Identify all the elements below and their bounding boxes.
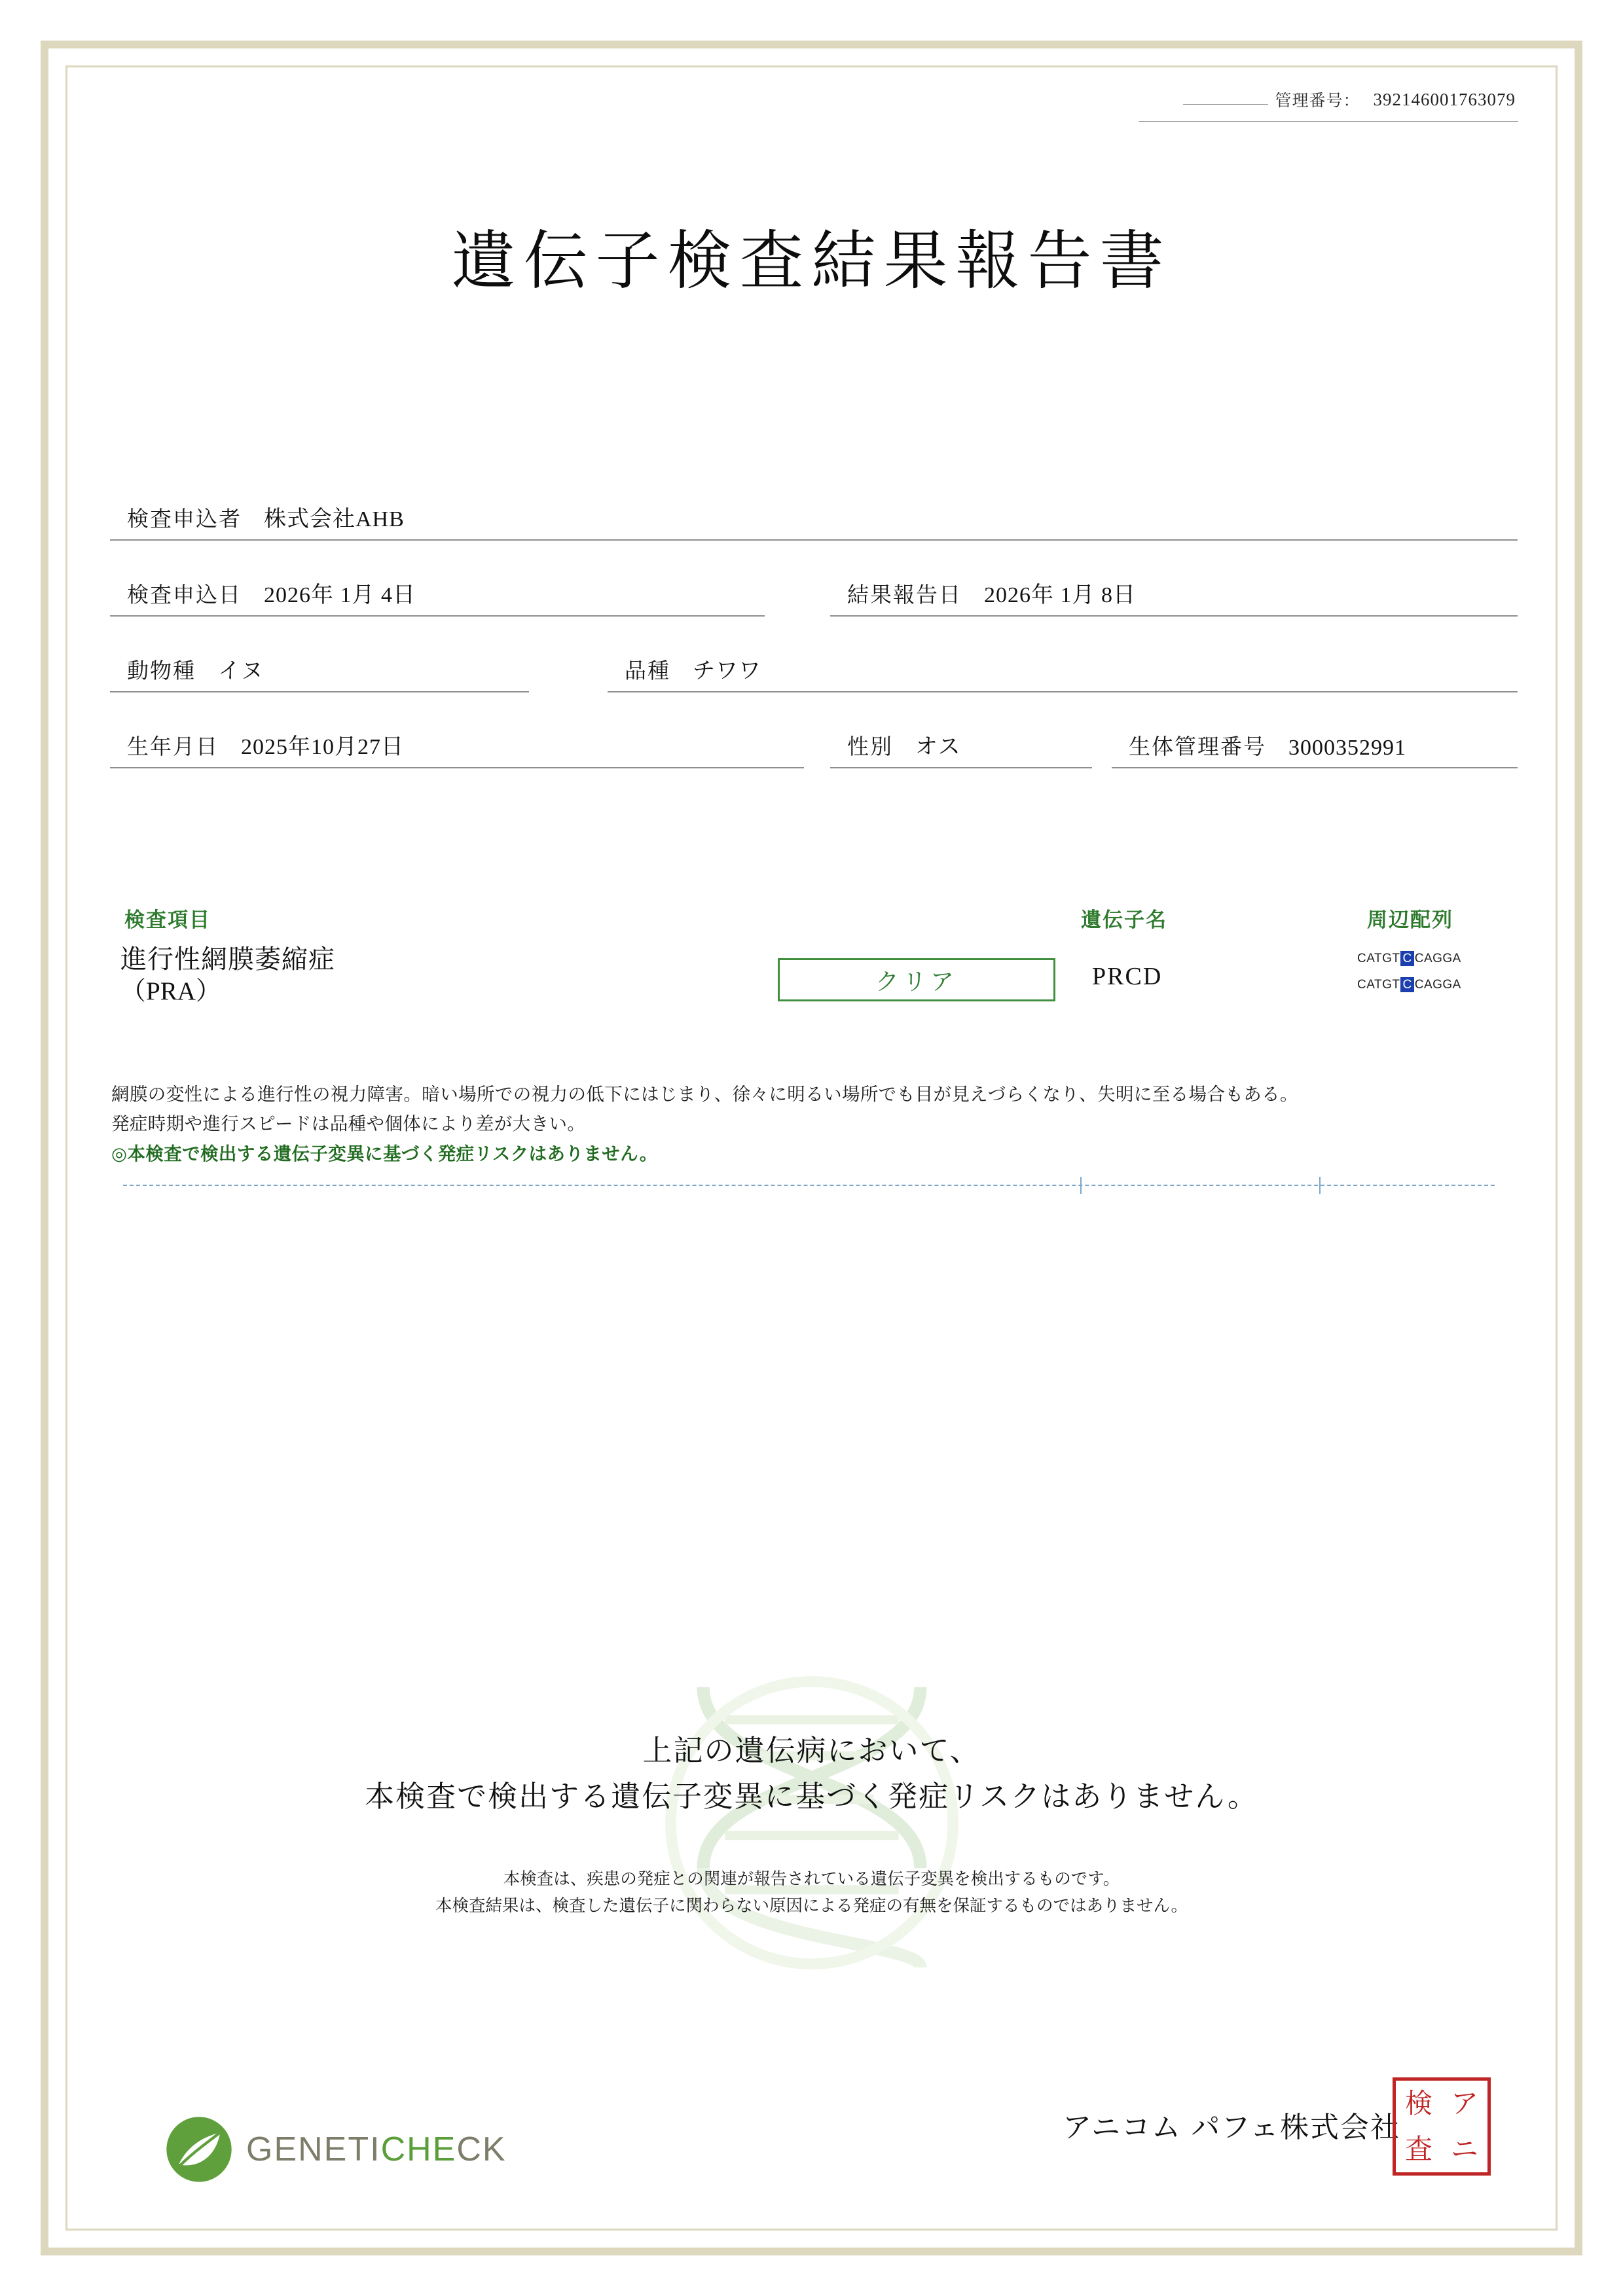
table-row: [110, 944, 1518, 1029]
disease-name-main: 進行性網膜萎縮症: [120, 944, 335, 974]
logo-text-part2: CHE: [380, 2130, 457, 2168]
animal-id-label: 生体管理番号: [1129, 736, 1266, 759]
logo-text-part1: GENETI: [246, 2130, 381, 2168]
note-line-2: 本検査結果は、検査した遺伝子に関わらない原因による発症の有無を保証するものではありません。: [435, 1896, 1188, 1916]
geneticheck-logo: [164, 2114, 507, 2185]
company-name: アニコム パフェ株式会社: [1063, 2111, 1400, 2144]
species-label: 動物種: [127, 660, 196, 683]
apply-date-value: 2026年 1月 4日: [264, 583, 416, 607]
dna-watermark: [629, 1669, 995, 1977]
document-content: [72, 72, 1551, 2224]
sex-label: 性別: [847, 736, 893, 759]
sequence-line-2-post: CAGGA: [1414, 978, 1461, 992]
risk-statement: ◎本検査で検出する遺伝子変異に基づく発症リスクはありません。: [111, 1143, 658, 1164]
control-number-underline: [1139, 121, 1518, 122]
conclusion-line-1: 上記の遺伝病において、: [642, 1734, 981, 1767]
breed-label: 品種: [625, 660, 670, 683]
field-sex: [830, 720, 1092, 768]
meta-row-birth: [110, 692, 1518, 768]
column-header-sequence: 周辺配列: [1367, 908, 1453, 931]
meta-fields: [110, 465, 1518, 768]
sequence-line-1-pre: CATGT: [1357, 952, 1400, 965]
conclusion-notes: [72, 1865, 1551, 1920]
applicant-label: 検査申込者: [127, 508, 242, 531]
sequence-line-2-highlight: C: [1400, 977, 1413, 992]
result-table: [110, 903, 1518, 1029]
column-header-gene: 遺伝子名: [1081, 908, 1167, 931]
conclusion-block: [72, 1728, 1551, 1820]
logo-text-part3: CK: [456, 2130, 507, 2168]
status-badge: クリア: [778, 958, 1055, 1001]
control-number-row: [1183, 88, 1518, 111]
field-report-date: [830, 568, 1518, 617]
seal-char-2: ア: [1450, 2088, 1478, 2119]
field-birth-date: [110, 720, 804, 768]
column-header-item: 検査項目: [124, 908, 211, 931]
field-apply-date: [110, 568, 765, 617]
sequence-line-1-highlight: C: [1400, 951, 1413, 966]
gene-name-value: PRCD: [1092, 963, 1163, 990]
row-divider-tick-sequence: [1319, 1177, 1321, 1194]
animal-id-value: 3000352991: [1288, 736, 1406, 760]
disease-description: [111, 1080, 1525, 1169]
result-table-header: [110, 903, 1518, 933]
description-line-1: 網膜の変性による進行性の視力障害。暗い場所での視力の低下にはじまり、徐々に明るい場所でも目が見えづらくなり、失明に至る場合もある。: [111, 1084, 1298, 1104]
seal-char-1: 検: [1404, 2088, 1432, 2119]
field-species: [110, 644, 529, 692]
seal-char-4: ニ: [1450, 2134, 1478, 2164]
meta-row-applicant: [110, 465, 1518, 541]
breed-value: チワワ: [693, 659, 761, 683]
applicant-value: 株式会社AHB: [264, 507, 405, 531]
meta-row-species: [110, 617, 1518, 692]
leaf-icon: [164, 2114, 234, 2185]
seal-char-3: 査: [1404, 2134, 1432, 2164]
row-divider-tick-gene: [1080, 1177, 1082, 1194]
field-applicant: [110, 492, 1518, 541]
apply-date-label: 検査申込日: [127, 584, 242, 607]
page-title: 遺伝子検査結果報告書: [451, 226, 1172, 297]
conclusion-line-2: 本検査で検出する遺伝子変異に基づく発症リスクはありません。: [365, 1779, 1258, 1813]
meta-row-dates: [110, 541, 1518, 617]
control-number-leader: [1183, 104, 1268, 105]
note-line-1: 本検査は、疾患の発症との関連が報告されている遺伝子変異を検出するものです。: [503, 1869, 1120, 1888]
field-animal-id: [1112, 720, 1518, 768]
control-number-label: 管理番号：: [1275, 92, 1360, 110]
birth-date-label: 生年月日: [127, 736, 219, 759]
disease-name-sub: （PRA）: [120, 977, 221, 1005]
species-value: イヌ: [218, 659, 264, 683]
official-seal: [1393, 2077, 1491, 2176]
sequence-line-2: [1357, 978, 1527, 992]
sequence-line-2-pre: CATGT: [1357, 978, 1400, 992]
sequence-line-1: [1357, 952, 1527, 966]
sequence-line-1-post: CAGGA: [1414, 952, 1461, 965]
birth-date-value: 2025年10月27日: [241, 735, 404, 759]
description-line-2: 発症時期や進行スピードは品種や個体により差が大きい。: [111, 1113, 586, 1134]
sequence-box: [1357, 952, 1527, 1004]
disease-name: [120, 944, 335, 1007]
control-number-value: 392146001763079: [1373, 90, 1516, 109]
report-date-label: 結果報告日: [847, 584, 962, 607]
sex-value: オス: [915, 735, 961, 759]
field-breed: [608, 644, 1518, 692]
logo-wordmark: [246, 2130, 507, 2169]
row-divider: [123, 1185, 1495, 1186]
report-date-value: 2026年 1月 8日: [984, 583, 1136, 607]
